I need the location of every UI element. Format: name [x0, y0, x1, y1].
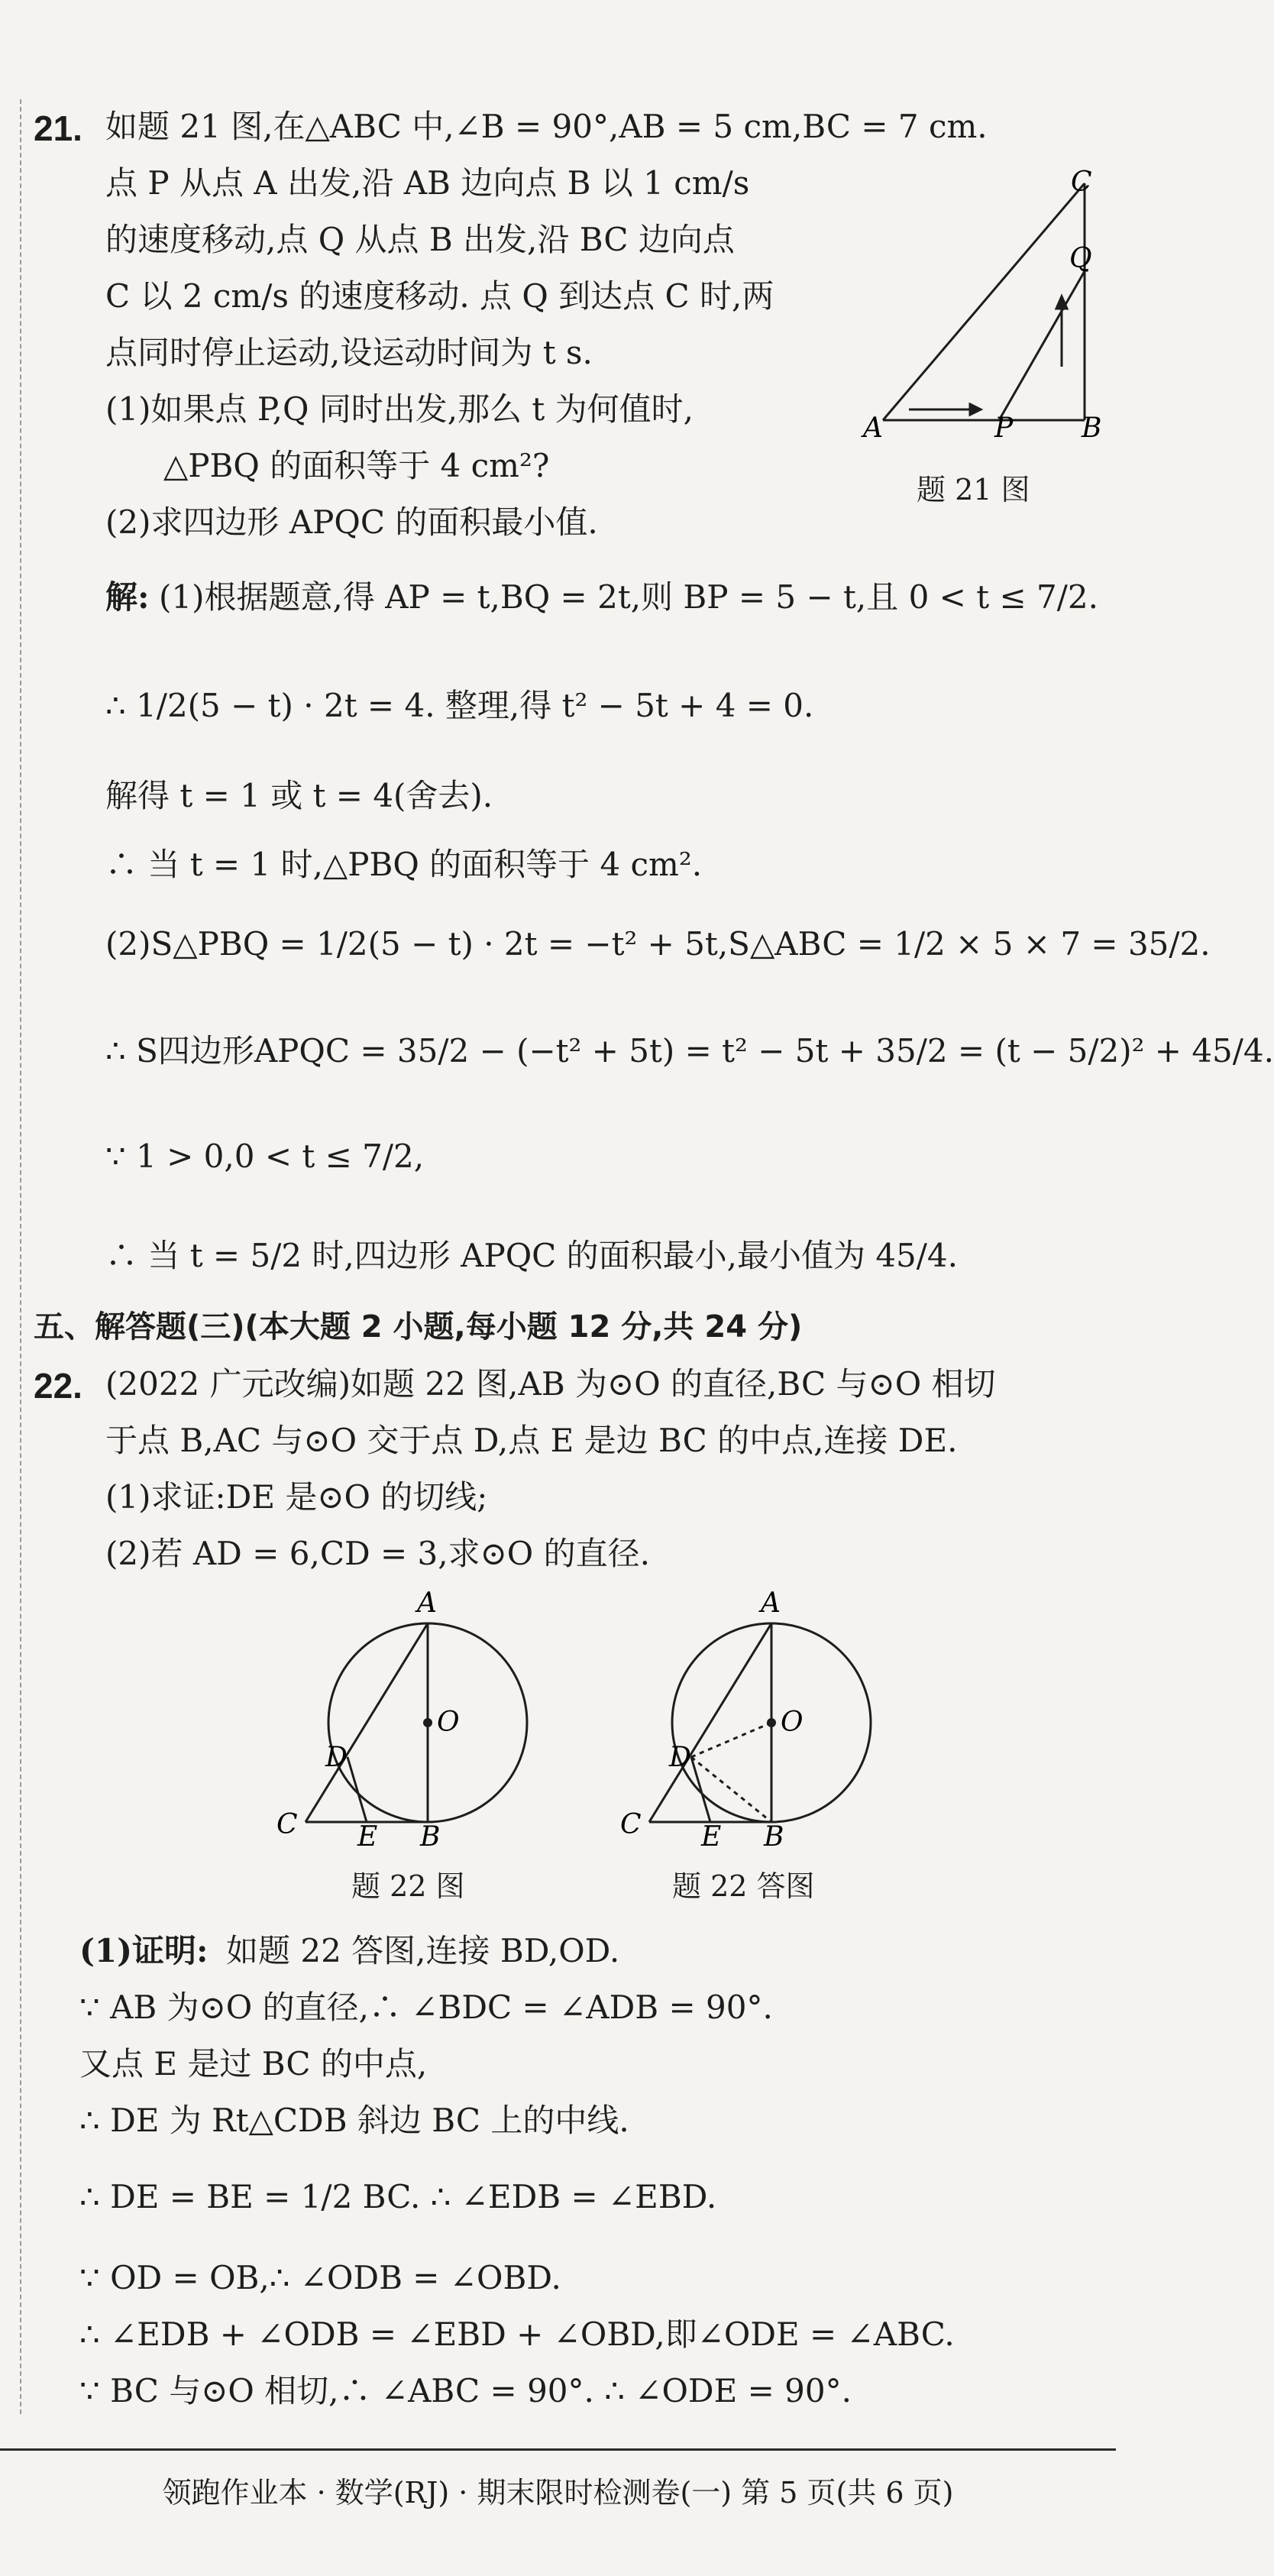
- fig22a-label-b: B: [764, 1821, 784, 1853]
- proof-22-line-6: ∵ OD = OB,∴ ∠ODB = ∠OBD.: [79, 2259, 561, 2296]
- label-q: Q: [1069, 243, 1092, 274]
- fig22a-label-c: C: [620, 1809, 642, 1840]
- answer-dashed-od: [691, 1723, 771, 1757]
- figure-21-triangle: [855, 168, 1100, 443]
- problem-22-number: 22.: [34, 1366, 82, 1406]
- fig22a-label-a: A: [761, 1587, 781, 1619]
- segment-ac: [883, 183, 1085, 420]
- problem-22-line-2: 于点 B,AC 与⊙O 交于点 D,点 E 是边 BC 的中点,连接 DE.: [105, 1422, 958, 1459]
- margin-dashed-rule: [20, 99, 21, 2414]
- problem-22-part-1: (1)求证:DE 是⊙O 的切线;: [105, 1478, 488, 1516]
- solution-21-line-5: (2)S△PBQ = 1/2(5 − t) · 2t = −t² + 5t,S△ABC = 1/2 × 5 × 7 = 35/2.: [105, 925, 1211, 963]
- fig22a-label-d: D: [669, 1742, 691, 1773]
- problem-21-part-2: (2)求四边形 APQC 的面积最小值.: [105, 503, 598, 541]
- fig22-label-a: A: [417, 1587, 437, 1619]
- footer-rule: [0, 2448, 1116, 2451]
- problem-21-part-1-cont: △PBQ 的面积等于 4 cm²?: [163, 447, 550, 484]
- fig22-label-o: O: [437, 1707, 460, 1738]
- footer-text: 领跑作业本 · 数学(RJ) · 期末限时检测卷(一) 第 5 页(共 6 页): [162, 2476, 954, 2510]
- solution-21-line-6: ∴ S四边形APQC = 35/2 − (−t² + 5t) = t² − 5t + 35/2 = (t − 5/2)² + 45/4.: [105, 1032, 1274, 1070]
- figure-22-circle: [260, 1587, 565, 1853]
- solution-21-line-3: 解得 t = 1 或 t = 4(舍去).: [105, 777, 493, 814]
- problem-21-line-1: 如题 21 图,在△ABC 中,∠B = 90°,AB = 5 cm,BC = 7 cm.: [105, 108, 988, 145]
- segment-pq: [999, 271, 1085, 420]
- fig22-label-b: B: [420, 1821, 441, 1853]
- solution-21-line-4: ∴ 当 t = 1 时,△PBQ 的面积等于 4 cm².: [105, 846, 703, 883]
- proof-22-line-3: 又点 E 是过 BC 的中点,: [79, 2045, 428, 2082]
- fig22a-label-o: O: [781, 1707, 804, 1738]
- proof-22-label: (1)证明:: [79, 1932, 209, 1969]
- answer-segment-ca: [649, 1623, 771, 1822]
- label-c: C: [1071, 167, 1092, 198]
- problem-22-line-1: (2022 广元改编)如题 22 图,AB 为⊙O 的直径,BC 与⊙O 相切: [105, 1365, 996, 1403]
- figure-22-answer-caption: 题 22 答图: [672, 1869, 815, 1903]
- answer-dashed-bd: [691, 1757, 771, 1822]
- figure-21-caption: 题 21 图: [917, 473, 1030, 506]
- proof-22-line-8: ∵ BC 与⊙O 相切,∴ ∠ABC = 90°. ∴ ∠ODE = 90°.: [79, 2372, 852, 2409]
- answer-segment-de: [691, 1757, 710, 1822]
- label-p: P: [994, 413, 1014, 444]
- fig22-label-e: E: [357, 1821, 378, 1853]
- fig22a-label-e: E: [701, 1821, 722, 1853]
- fig22-label-c: C: [276, 1809, 298, 1840]
- answer-center-o-dot: [767, 1718, 776, 1727]
- label-b: B: [1082, 413, 1102, 444]
- proof-22-line-1: 如题 22 答图,连接 BD,OD.: [226, 1932, 620, 1969]
- problem-21-line-5: 点同时停止运动,设运动时间为 t s.: [105, 334, 593, 371]
- proof-22-line-7: ∴ ∠EDB + ∠ODB = ∠EBD + ∠OBD,即∠ODE = ∠ABC.: [79, 2315, 955, 2353]
- proof-22-line-4: ∴ DE 为 Rt△CDB 斜边 BC 上的中线.: [79, 2102, 629, 2139]
- problem-22-part-2: (2)若 AD = 6,CD = 3,求⊙O 的直径.: [105, 1535, 650, 1572]
- label-a: A: [863, 413, 883, 444]
- problem-21-number: 21.: [34, 108, 82, 148]
- fig22-label-d: D: [325, 1742, 348, 1773]
- proof-22-line-5: ∴ DE = BE = 1/2 BC. ∴ ∠EDB = ∠EBD.: [79, 2178, 717, 2215]
- section-5-heading: 五、解答题(三)(本大题 2 小题,每小题 12 分,共 24 分): [34, 1309, 803, 1345]
- segment-de: [348, 1757, 367, 1822]
- problem-21-line-3: 的速度移动,点 Q 从点 B 出发,沿 BC 边向点: [105, 221, 735, 258]
- figure-22-caption: 题 22 图: [351, 1869, 465, 1903]
- center-o-dot: [423, 1718, 432, 1727]
- proof-22-line-2: ∵ AB 为⊙O 的直径,∴ ∠BDC = ∠ADB = 90°.: [79, 1989, 773, 2026]
- solution-21-line-2: ∴ 1/2(5 − t) · 2t = 4. 整理,得 t² − 5t + 4 = 0.: [105, 687, 814, 724]
- solution-21-line-8: ∴ 当 t = 5/2 时,四边形 APQC 的面积最小,最小值为 45/4.: [105, 1237, 958, 1274]
- problem-21-line-2: 点 P 从点 A 出发,沿 AB 边向点 B 以 1 cm/s: [105, 164, 750, 202]
- figure-22-answer-circle: [603, 1587, 909, 1853]
- segment-ca: [306, 1623, 428, 1822]
- solution-21-line-1: (1)根据题意,得 AP = t,BQ = 2t,则 BP = 5 − t,且 0 < t ≤ 7/2.: [159, 578, 1098, 616]
- problem-21-part-1: (1)如果点 P,Q 同时出发,那么 t 为何值时,: [105, 390, 694, 428]
- problem-21-line-4: C 以 2 cm/s 的速度移动. 点 Q 到达点 C 时,两: [105, 277, 774, 315]
- solution-21-line-7: ∵ 1 > 0,0 < t ≤ 7/2,: [105, 1138, 425, 1175]
- solution-21-label: 解:: [105, 578, 150, 616]
